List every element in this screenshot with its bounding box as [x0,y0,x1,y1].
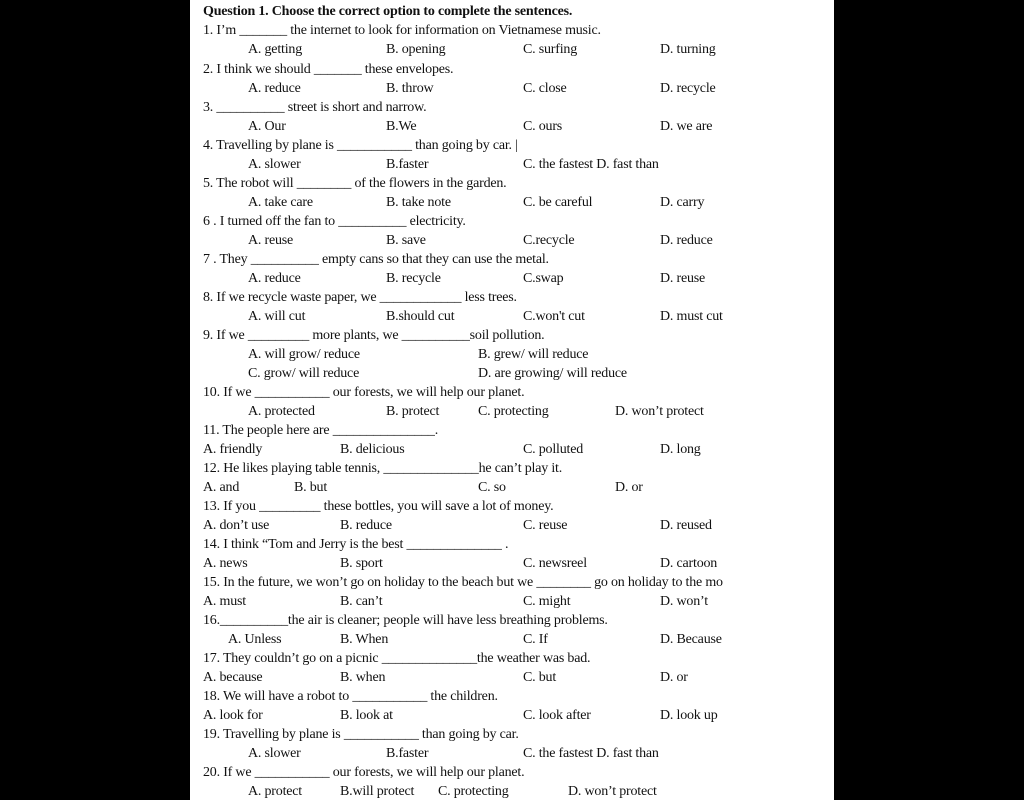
option: D. Because [660,632,722,647]
option: A. don’t use [203,518,270,533]
option: C. protecting [478,404,549,419]
option: D. turning [660,42,716,57]
question-text: 11. The people here are _______________. [203,423,438,438]
option: B. when [340,670,386,685]
question-text: 15. In the future, we won’t go on holiday to the beach but we ________ go on holiday to the mo [203,575,723,590]
option: B.will protect [340,784,415,799]
option: C. look after [523,708,591,723]
option: D. carry [660,195,705,210]
option: C. reuse [523,518,568,533]
option: D. won’t protect [568,784,657,799]
option: B. sport [340,556,383,571]
option: D. reuse [660,271,706,286]
option: A. getting [248,42,302,57]
option: C. polluted [523,442,584,457]
option: D. reused [660,518,712,533]
option: B. look at [340,708,393,723]
option: D. we are [660,119,713,134]
option: D. cartoon [660,556,718,571]
option: C. ours [523,119,563,134]
option: C. but [523,670,557,685]
question-text: 13. If you _________ these bottles, you will save a lot of money. [203,499,554,514]
option: A. protected [248,404,315,419]
option: B. but [294,480,328,495]
option: D. look up [660,708,718,723]
question-text: 12. He likes playing table tennis, ______________he can’t play it. [203,461,563,476]
option: A. reduce [248,271,301,286]
option: C. be careful [523,195,593,210]
option: D. won’t [660,594,708,609]
option: A. take care [248,195,313,210]
option: D. are growing/ will reduce [478,366,627,381]
option: D. must cut [660,309,723,324]
question-text: 18. We will have a robot to ___________ the children. [203,689,498,704]
option: D. won’t protect [615,404,704,419]
option: B. take note [386,195,451,210]
option: A. friendly [203,442,263,457]
option: B. grew/ will reduce [478,347,589,362]
option: A. must [203,594,246,609]
question-text: 7 . They __________ empty cans so that they can use the metal. [203,252,549,267]
option: B. recycle [386,271,441,286]
option: B.faster [386,746,429,761]
option: C.recycle [523,233,575,248]
question-text: 3. __________ street is short and narrow. [203,100,427,115]
option: A. because [203,670,263,685]
option: A. Unless [228,632,282,647]
option: C. the fastest D. fast than [523,746,659,761]
question-text: 5. The robot will ________ of the flowers in the garden. [203,176,507,191]
option: B.should cut [386,309,455,324]
option: C. might [523,594,571,609]
option: B.faster [386,157,429,172]
option: A. slower [248,746,301,761]
option: D. recycle [660,81,716,96]
option: C. newsreel [523,556,587,571]
option: C. the fastest D. fast than [523,157,659,172]
option: A. reduce [248,81,301,96]
option: B. can’t [340,594,383,609]
option: C.won't cut [523,309,585,324]
option: A. look for [203,708,263,723]
option: C.swap [523,271,564,286]
option: C. so [478,480,506,495]
option: B. When [340,632,389,647]
question-text: 10. If we ___________ our forests, we will help our planet. [203,385,525,400]
option: B. reduce [340,518,392,533]
question-text: 2. I think we should _______ these envelopes. [203,62,454,77]
option: C. If [523,632,548,647]
option: D. reduce [660,233,713,248]
question-text: 14. I think “Tom and Jerry is the best ______________ . [203,537,509,552]
option: A. slower [248,157,301,172]
option: B. throw [386,81,434,96]
option: B. save [386,233,426,248]
option: A. protect [248,784,302,799]
question-text: 4. Travelling by plane is ___________ than going by car. | [203,138,518,153]
question-text: 9. If we _________ more plants, we __________soil pollution. [203,328,545,343]
option: A. will cut [248,309,306,324]
question-text: 17. They couldn’t go on a picnic ______________the weather was bad. [203,651,591,666]
option: A. reuse [248,233,294,248]
option: B. delicious [340,442,405,457]
question-text: 6 . I turned off the fan to __________ electricity. [203,214,466,229]
option: A. will grow/ reduce [248,347,360,362]
option: A. news [203,556,248,571]
option: B. opening [386,42,446,57]
option: C. grow/ will reduce [248,366,360,381]
worksheet-title: Question 1. Choose the correct option to complete the sentences. [203,4,573,19]
question-text: 20. If we ___________ our forests, we will help our planet. [203,765,525,780]
option: D. or [615,480,643,495]
option: B.We [386,119,417,134]
question-text: 1. I’m _______ the internet to look for information on Vietnamese music. [203,23,601,38]
option: C. close [523,81,567,96]
question-text: 16.__________the air is cleaner; people will have less breathing problems. [203,613,608,628]
option: A. and [203,480,240,495]
worksheet-page [190,0,834,800]
option: B. protect [386,404,440,419]
option: C. surfing [523,42,578,57]
option: A. Our [248,119,286,134]
question-text: 19. Travelling by plane is ___________ than going by car. [203,727,519,742]
option: D. long [660,442,701,457]
option: D. or [660,670,688,685]
option: C. protecting [438,784,509,799]
question-text: 8. If we recycle waste paper, we ____________ less trees. [203,290,517,305]
